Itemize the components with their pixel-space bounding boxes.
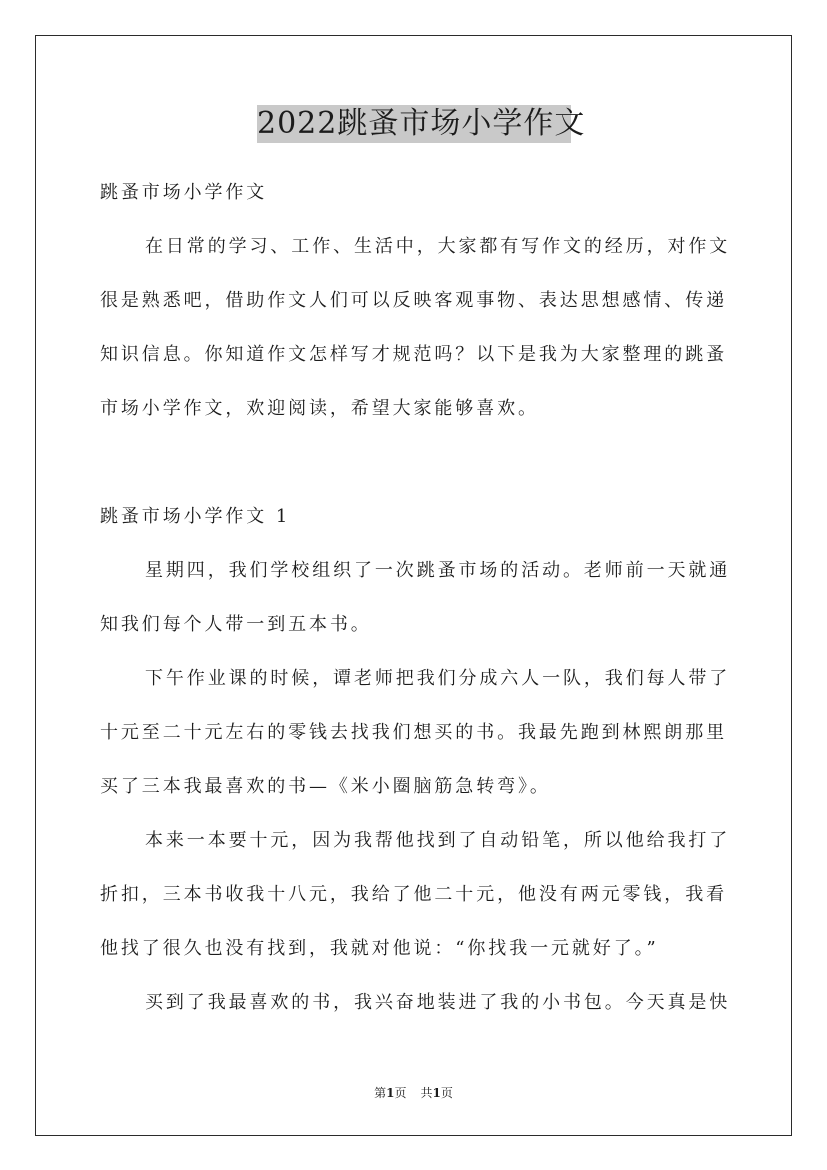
page-number: 1 bbox=[386, 1086, 395, 1100]
paragraph-line: 本来一本要十元，因为我帮他找到了自动铅笔，所以他给我打了 bbox=[145, 830, 731, 851]
paragraph-line: 折扣，三本书收我十八元，我给了他二十元，他没有两元零钱，我看 bbox=[100, 884, 727, 905]
total-prefix: 共 bbox=[420, 1086, 433, 1100]
paragraph-line: 很是熟悉吧，借助作文人们可以反映客观事物、表达思想感情、传递 bbox=[100, 290, 727, 311]
paragraph-line: 买到了我最喜欢的书，我兴奋地装进了我的小书包。今天真是快 bbox=[145, 992, 731, 1013]
total-suffix: 页 bbox=[440, 1086, 453, 1100]
paragraph-line: 市场小学作文，欢迎阅读，希望大家能够喜欢。 bbox=[100, 398, 539, 419]
paragraph-line: 十元至二十元左右的零钱去找我们想买的书。我最先跑到林熙朗那里 bbox=[100, 722, 727, 743]
page-suffix: 页 bbox=[394, 1086, 407, 1100]
paragraph-line: 知我们每个人带一到五本书。 bbox=[100, 614, 372, 635]
paragraph-line: 买了三本我最喜欢的书—《米小圈脑筋急转弯》。 bbox=[100, 776, 551, 797]
essay-paragraph bbox=[100, 814, 740, 976]
document-title: 2022跳蚤市场小学作文 bbox=[257, 106, 586, 141]
paragraph-line: 知识信息。你知道作文怎样写才规范吗？以下是我为大家整理的跳蚤 bbox=[100, 344, 727, 365]
essay-paragraph bbox=[100, 652, 740, 814]
blank-line bbox=[100, 436, 740, 490]
document-body bbox=[100, 166, 740, 1030]
paragraph-line: 在日常的学习、工作、生活中，大家都有写作文的经历，对作文 bbox=[145, 236, 731, 257]
intro-paragraph bbox=[100, 220, 740, 436]
page-footer bbox=[0, 1084, 827, 1102]
paragraph-line: 下午作业课的时候，谭老师把我们分成六人一队，我们每人带了 bbox=[145, 668, 731, 689]
section-heading: 跳蚤市场小学作文 1 bbox=[100, 506, 291, 527]
paragraph-line: 他找了很久也没有找到，我就对他说：“你找我一元就好了。” bbox=[100, 938, 659, 959]
essay-paragraph bbox=[100, 544, 740, 652]
paragraph-line: 星期四，我们学校组织了一次跳蚤市场的活动。老师前一天就通 bbox=[145, 560, 731, 581]
section-heading: 跳蚤市场小学作文 bbox=[100, 182, 268, 203]
page-prefix: 第 bbox=[374, 1086, 387, 1100]
essay-paragraph bbox=[100, 976, 740, 1030]
total-pages: 1 bbox=[432, 1086, 441, 1100]
